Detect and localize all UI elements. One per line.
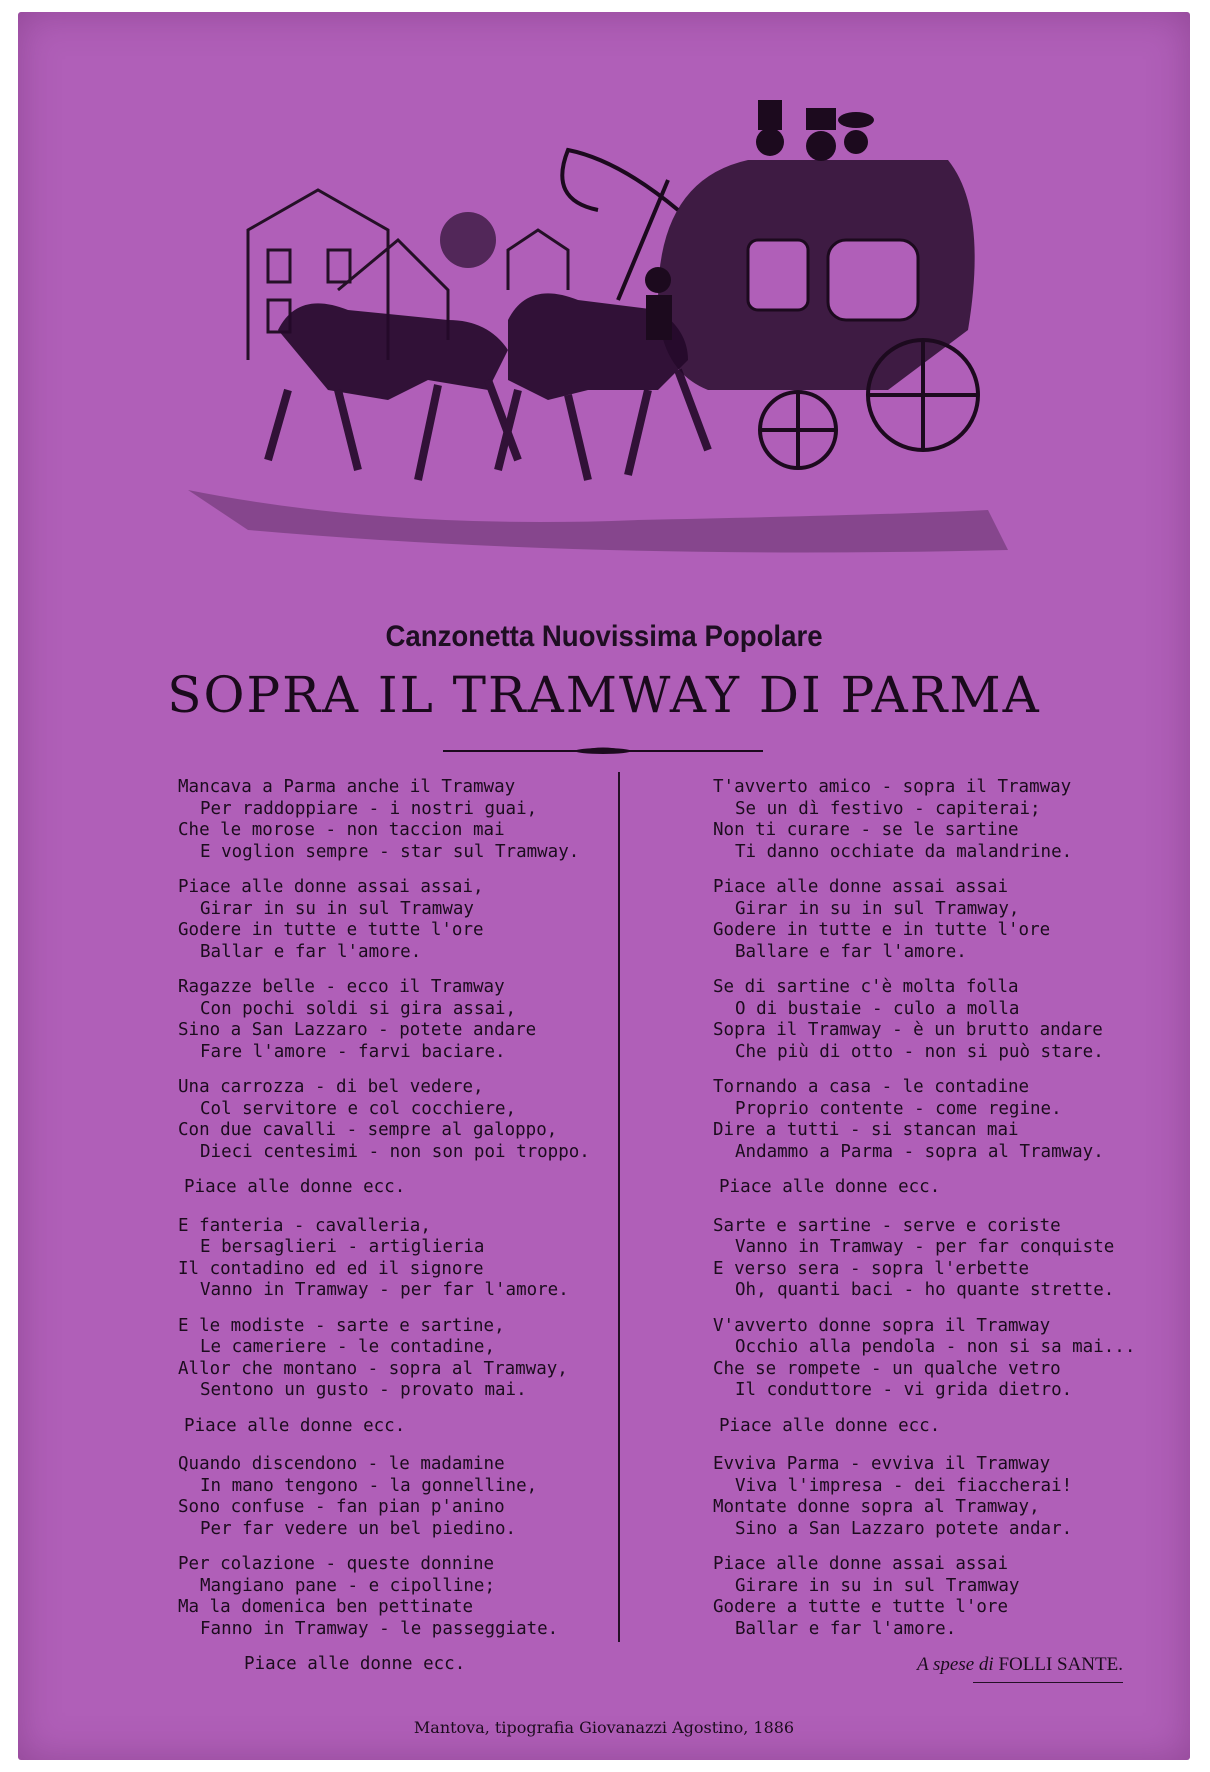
refrain: Piace alle donne ecc. (184, 1177, 406, 1197)
broadside-sheet (18, 12, 1190, 1760)
stanza: Una carrozza - di bel vedere, Col servitore e col cocchiere, Con due cavalli - sempre al galoppo, Dieci centesimi - non son poi troppo. (178, 1077, 590, 1162)
stanza: Quando discendono - le madamine In mano tengono - la gonnelline, Sono confuse - fan pian p'anino Per far vedere un bel piedino. (178, 1454, 538, 1539)
signature (713, 1654, 1143, 1676)
stanza: E fanteria - cavalleria, E bersaglieri - artiglieria Il contadino ed ed il signore Vanno in Tramway - per far l'amore. (178, 1215, 569, 1300)
stanza: E le modiste - sarte e sartine, Le cameriere - le contadine, Allor che montano - sopra al Tramway, Sentono un gusto - provato mai. (178, 1315, 568, 1400)
refrain: Piace alle donne ecc. (244, 1654, 466, 1674)
horse-drawn-tramway-engraving-icon (188, 90, 1088, 590)
column-divider (618, 772, 620, 1642)
stanza: V'avverto donne sopra il Tramway Occhio alla pendola - non si sa mai... Che se rompete - un qualche vetro Il conduttore - vi grida dietro. (713, 1315, 1136, 1400)
stanza: Evviva Parma - evviva il Tramway Viva l'impresa - dei fiaccherai! Montate donne sopra al Tramway, Sino a San Lazzaro potete andar. (713, 1454, 1073, 1539)
printer-imprint: Mantova, tipografia Giovanazzi Agostino, 1886 (413, 1718, 795, 1737)
refrain: Piace alle donne ecc. (184, 1415, 406, 1436)
stanza: Per colazione - queste donnine Mangiano pane - e cipolline; Ma la domenica ben pettinate Fanno in Tramway - le passeggiate. (178, 1554, 559, 1639)
signature-rule (973, 1682, 1123, 1683)
stanza: T'avverto amico - sopra il Tramway Se un dì festivo - capiterai; Non ti curare - se le sartine Ti danno occhiate da malandrine. (713, 777, 1073, 862)
signature-name: FOLLI SANTE. (998, 1654, 1123, 1675)
stanza: Tornando a casa - le contadine Proprio contente - come regine. Dire a tutti - si stancan mai Andammo a Parma - sopra al Tramway. (713, 1077, 1104, 1162)
page-title: SOPRA IL TRAMWAY DI PARMA (167, 666, 1041, 724)
stanza: Se di sartine c'è molta folla O di bustaie - culo a molla Sopra il Tramway - è un brutto andare Che più di otto - non si può stare. (713, 977, 1104, 1062)
stanza: Piace alle donne assai assai, Girar in su in sul Tramway Godere in tutte e tutte l'ore Ballar e far l'amore. (178, 877, 484, 962)
stanza: Piace alle donne assai assai Girar in su in sul Tramway, Godere in tutte e in tutte l'ore Ballare e far l'amore. (713, 877, 1051, 962)
stanza: Piace alle donne assai assai Girare in su in sul Tramway Godere a tutte e tutte l'ore Ballar e far l'amore. (713, 1554, 1020, 1639)
stanza: Mancava a Parma anche il Tramway Per raddoppiare - i nostri guai, Che le morose - non taccion mai E voglion sempre - star sul Tramway. (178, 777, 580, 862)
signature-prefix: A spese di (916, 1654, 994, 1675)
refrain: Piace alle donne ecc. (719, 1177, 941, 1197)
refrain: Piace alle donne ecc. (719, 1415, 941, 1436)
stanza: Sarte e sartine - serve e coriste Vanno in Tramway - per far conquiste E verso sera - sopra l'erbette Oh, quanti baci - ho quante strette. (713, 1215, 1115, 1300)
right-column (713, 777, 1143, 1683)
left-column (178, 777, 608, 1676)
decorative-rule (443, 746, 763, 756)
subtitle: Canzonetta Nuovissima Popolare (385, 620, 823, 653)
stanza: Ragazze belle - ecco il Tramway Con pochi soldi si gira assai, Sino a San Lazzaro - potete andare Fare l'amore - farvi baciare. (178, 977, 537, 1062)
